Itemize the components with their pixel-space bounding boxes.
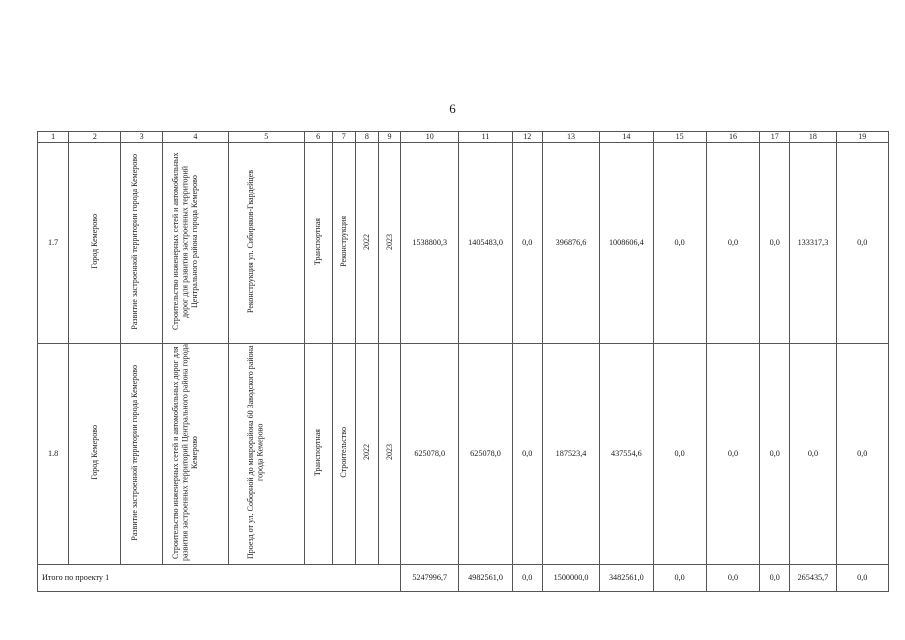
value-cell: 0,0 bbox=[512, 143, 542, 344]
row-number: 1.7 bbox=[38, 143, 69, 344]
total-value-cell: 0,0 bbox=[706, 564, 759, 591]
value-cell: 0,0 bbox=[760, 143, 790, 344]
total-value-cell: 0,0 bbox=[653, 564, 706, 591]
type-cell: Транспортная bbox=[304, 343, 332, 564]
col-header: 16 bbox=[706, 132, 759, 143]
activity-cell: Развитие застроенной территории города Кемерово bbox=[121, 143, 162, 344]
col-header: 13 bbox=[542, 132, 599, 143]
value-cell: 1405483,0 bbox=[459, 143, 512, 344]
col-header: 6 bbox=[304, 132, 332, 143]
total-value-cell: 265435,7 bbox=[790, 564, 836, 591]
value-cell: 1538800,3 bbox=[401, 143, 459, 344]
value-cell: 0,0 bbox=[836, 343, 888, 564]
project-table bbox=[37, 131, 889, 592]
col-header: 9 bbox=[378, 132, 400, 143]
total-value-cell: 0,0 bbox=[836, 564, 888, 591]
value-cell: 0,0 bbox=[512, 343, 542, 564]
end-year-cell: 2023 bbox=[378, 343, 400, 564]
municipality-cell: Город Кемерово bbox=[69, 343, 121, 564]
value-cell: 187523,4 bbox=[542, 343, 599, 564]
value-cell: 1008606,4 bbox=[600, 143, 653, 344]
value-cell: 0,0 bbox=[706, 143, 759, 344]
col-header: 1 bbox=[38, 132, 69, 143]
value-cell: 0,0 bbox=[760, 343, 790, 564]
start-year-cell: 2022 bbox=[355, 143, 378, 344]
object-cell: Проезд от ул. Соборной до микрорайона 60 Заводского района города Кемерово bbox=[229, 343, 304, 564]
total-value-cell: 1500000,0 bbox=[542, 564, 599, 591]
activity-cell: Развитие застроенной территории города Кемерово bbox=[121, 343, 162, 564]
value-cell: 396876,6 bbox=[542, 143, 599, 344]
col-header: 8 bbox=[355, 132, 378, 143]
total-label: Итого по проекту 1 bbox=[38, 564, 401, 591]
col-header: 2 bbox=[69, 132, 121, 143]
col-header: 7 bbox=[332, 132, 355, 143]
type-cell: Транспортная bbox=[304, 143, 332, 344]
start-year-cell: 2022 bbox=[355, 343, 378, 564]
total-value-cell: 4982561,0 bbox=[459, 564, 512, 591]
col-header: 3 bbox=[121, 132, 162, 143]
value-cell: 0,0 bbox=[706, 343, 759, 564]
end-year-cell: 2023 bbox=[378, 143, 400, 344]
work-cell: Строительство bbox=[332, 343, 355, 564]
header-row bbox=[38, 132, 889, 143]
col-header: 19 bbox=[836, 132, 888, 143]
table-row bbox=[38, 143, 889, 344]
total-value-cell: 0,0 bbox=[760, 564, 790, 591]
col-header: 10 bbox=[401, 132, 459, 143]
value-cell: 0,0 bbox=[653, 143, 706, 344]
col-header: 5 bbox=[229, 132, 304, 143]
value-cell: 0,0 bbox=[836, 143, 888, 344]
value-cell: 0,0 bbox=[790, 343, 836, 564]
total-value-cell: 3482561,0 bbox=[600, 564, 653, 591]
col-header: 11 bbox=[459, 132, 512, 143]
municipality-cell: Город Кемерово bbox=[69, 143, 121, 344]
measure-cell: Строительство инженерных сетей и автомобильных дорог для развития застроенных территорий Центрального района города Кемерово bbox=[162, 143, 228, 344]
col-header: 17 bbox=[760, 132, 790, 143]
value-cell: 437554,6 bbox=[600, 343, 653, 564]
total-value-cell: 5247996,7 bbox=[401, 564, 459, 591]
col-header: 18 bbox=[790, 132, 836, 143]
total-value-cell: 0,0 bbox=[512, 564, 542, 591]
value-cell: 0,0 bbox=[653, 343, 706, 564]
total-row bbox=[38, 564, 889, 591]
value-cell: 133317,3 bbox=[790, 143, 836, 344]
col-header: 4 bbox=[162, 132, 228, 143]
measure-cell: Строительство инженерных сетей и автомобильных дорог для развития застроенных территорий Центрального района города Кемерово bbox=[162, 343, 228, 564]
row-number: 1.8 bbox=[38, 343, 69, 564]
value-cell: 625078,0 bbox=[401, 343, 459, 564]
page-number: 6 bbox=[449, 101, 456, 116]
col-header: 12 bbox=[512, 132, 542, 143]
value-cell: 625078,0 bbox=[459, 343, 512, 564]
table-row bbox=[38, 343, 889, 564]
col-header: 14 bbox=[600, 132, 653, 143]
object-cell: Реконструкция ул. Сибиряков-Гвардейцев bbox=[229, 143, 304, 344]
col-header: 15 bbox=[653, 132, 706, 143]
work-cell: Реконструкция bbox=[332, 143, 355, 344]
